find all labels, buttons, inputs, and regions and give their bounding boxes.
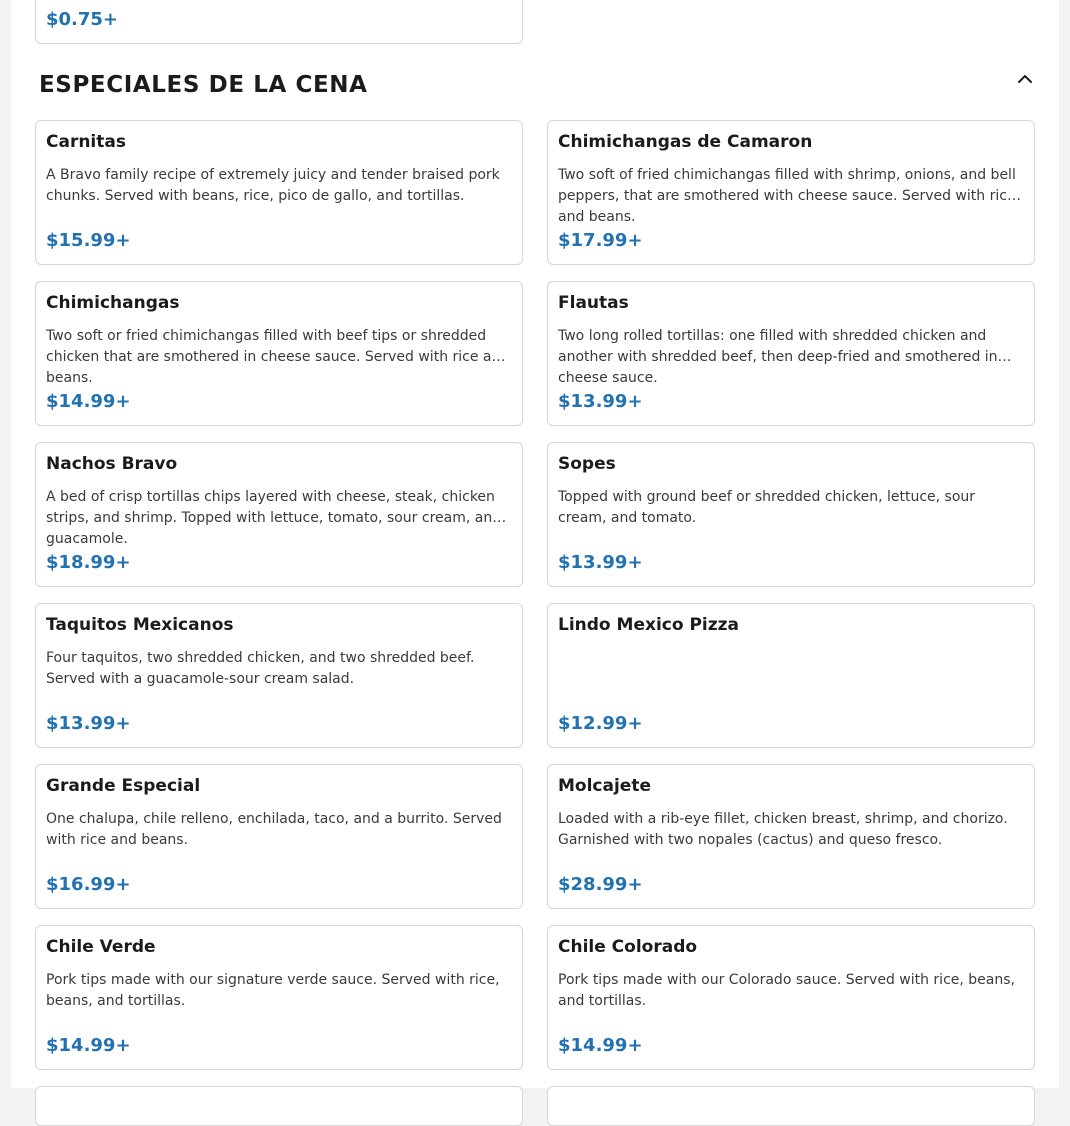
menu-item-description: Two soft or fried chimichangas filled with beef tips or shredded chicken that are smothered in cheese sauce. Served with rice and beans. [46, 328, 510, 386]
menu-item-name: Lindo Mexico Pizza [558, 615, 739, 635]
menu-item-card[interactable] [35, 120, 523, 265]
menu-item-price: $12.99+ [558, 713, 643, 734]
menu-item-description: Topped with ground beef or shredded chicken, lettuce, sour cream, and tomato. [558, 489, 976, 526]
menu-item-card[interactable] [547, 603, 1035, 748]
menu-item-card[interactable] [547, 120, 1035, 265]
menu-item-description: Two long rolled tortillas: one filled with shredded chicken and another with shredded beef, then deep-fried and smothered in cheese sauce. [558, 328, 998, 386]
menu-item-price: $17.99+ [558, 230, 643, 251]
menu-item-price: $15.99+ [46, 230, 131, 251]
menu-item-card[interactable] [35, 603, 523, 748]
menu-item-name: Nachos Bravo [46, 454, 178, 474]
menu-item-card[interactable] [547, 925, 1035, 1070]
menu-item-card[interactable] [547, 442, 1035, 587]
menu-item-card[interactable] [35, 442, 523, 587]
menu-item-description: One chalupa, chile relleno, enchilada, taco, and a burrito. Served with rice and beans. [46, 811, 502, 848]
menu-item-name: Flautas [558, 293, 629, 313]
menu-item-description: Two soft of fried chimichangas filled with shrimp, onions, and bell peppers, that are smothered with cheese sauce. Served with rice and beans. [558, 167, 1016, 225]
menu-item-card[interactable] [547, 764, 1035, 909]
menu-item-name: Taquitos Mexicanos [46, 615, 234, 635]
menu-item-card[interactable] [35, 281, 523, 426]
menu-item-description: Loaded with a rib-eye fillet, chicken breast, shrimp, and chorizo. Garnished with two nopales (cactus) and queso fresco. [558, 811, 1008, 848]
chevron-up-icon [1011, 64, 1039, 92]
menu-item-name: Chimichangas de Camaron [558, 132, 813, 152]
section-collapse-button[interactable] [1011, 64, 1039, 92]
menu-item-price: $16.99+ [46, 874, 131, 895]
menu-item-price: $0.75+ [46, 9, 119, 30]
menu-item-name: Chimichangas [46, 293, 180, 313]
menu-item-card-previous[interactable] [35, 0, 523, 44]
menu-item-name: Sopes [558, 454, 616, 474]
menu-item-description: Pork tips made with our Colorado sauce. Served with rice, beans, and tortillas. [558, 972, 1015, 1009]
menu-item-description: A Bravo family recipe of extremely juicy and tender braised pork chunks. Served with beans, rice, pico de gallo, and tortillas. [46, 167, 500, 204]
menu-item-price: $13.99+ [558, 391, 643, 412]
menu-item-price: $14.99+ [46, 391, 131, 412]
menu-item-description: A bed of crisp tortillas chips layered with cheese, steak, chicken strips, and shrimp. Topped with lettuce, tomato, sour cream, and guacamole. [46, 489, 502, 547]
menu-item-card[interactable] [35, 764, 523, 909]
menu-item-price: $28.99+ [558, 874, 643, 895]
menu-item-name: Chile Verde [46, 937, 156, 957]
menu-item-name: Carnitas [46, 132, 126, 152]
menu-item-card-next[interactable] [35, 1086, 523, 1126]
menu-item-price: $13.99+ [558, 552, 643, 573]
menu-item-description: Four taquitos, two shredded chicken, and two shredded beef. Served with a guacamole-sour cream salad. [46, 650, 475, 687]
menu-item-description: Pork tips made with our signature verde sauce. Served with rice, beans, and tortillas. [46, 972, 500, 1009]
menu-item-card-next[interactable] [547, 1086, 1035, 1126]
section-title: ESPECIALES DE LA CENA [39, 72, 368, 98]
menu-item-card[interactable] [547, 281, 1035, 426]
menu-item-name: Chile Colorado [558, 937, 698, 957]
menu-item-name: Grande Especial [46, 776, 201, 796]
menu-item-price: $14.99+ [46, 1035, 131, 1056]
menu-item-name: Molcajete [558, 776, 651, 796]
menu-item-price: $18.99+ [46, 552, 131, 573]
menu-item-price: $14.99+ [558, 1035, 643, 1056]
menu-item-price: $13.99+ [46, 713, 131, 734]
menu-item-card[interactable] [35, 925, 523, 1070]
